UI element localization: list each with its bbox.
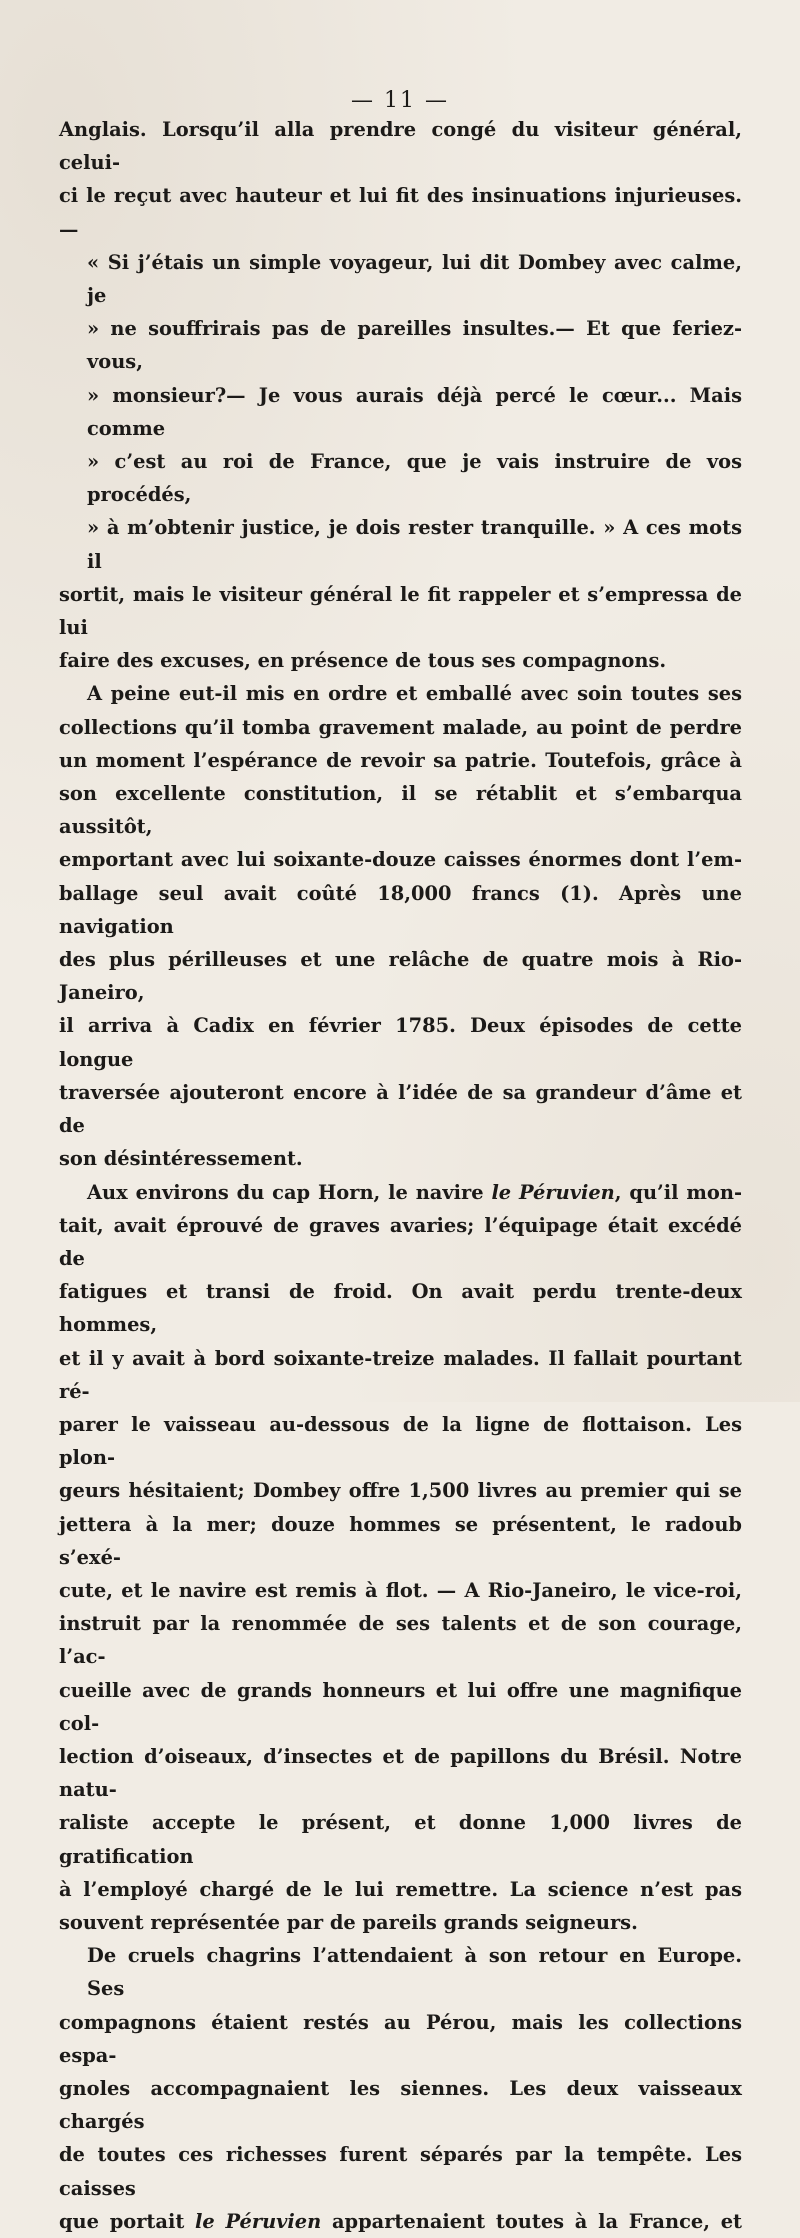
text-line: faire des excuses, en présence de tous ses compagnons.	[59, 649, 667, 673]
text-line: et il y avait à bord soixante-treize malades. Il fallait pourtant ré-	[59, 1346, 742, 1403]
text-line: que portait le Péruvien appartenaient toutes à la France, et	[59, 2209, 742, 2233]
text-line: De cruels chagrins l’attendaient à son retour en Europe. Ses	[87, 1944, 742, 2001]
text-line: » c’est au roi de France, que je vais instruire de vos procédés,	[87, 450, 742, 507]
text-line: cueille avec de grands honneurs et lui offre une magnifique col-	[59, 1678, 742, 1735]
text-line: Anglais. Lorsqu’il alla prendre congé du visiteur général, celui-	[59, 118, 742, 175]
text-line: geurs hésitaient; Dombey offre 1,500 livres au premier qui se	[59, 1479, 742, 1503]
text-line: il arriva à Cadix en février 1785. Deux épisodes de cette longue	[59, 1014, 742, 1071]
text-line: « Si j’étais un simple voyageur, lui dit Dombey avec calme, je	[87, 250, 742, 308]
page-number: — 11 —	[351, 88, 449, 113]
text-line: compagnons étaient restés au Pérou, mais les collections espa-	[59, 2010, 742, 2067]
text-line: traversée ajouteront encore à l’idée de sa grandeur d’âme et de	[59, 1080, 742, 1138]
text-line: ballage seul avait coûté 18,000 francs (1). Après une navigation	[59, 881, 742, 938]
text-line: A peine eut-il mis en ordre et emballé avec soin toutes ses	[87, 682, 742, 706]
text-line: ci le reçut avec hauteur et lui fit des insinuations injurieuses.—	[59, 184, 742, 241]
text-line: raliste accepte le présent, et donne 1,000 livres de gratification	[59, 1811, 742, 1868]
text-line: » monsieur?— Je vous aurais déjà percé le cœur... Mais comme	[87, 383, 742, 440]
text-line: cute, et le navire est remis à flot. — A Rio-Janeiro, le vice-roi,	[59, 1578, 742, 1602]
text-line: emportant avec lui soixante-douze caisses énormes dont l’em-	[59, 848, 742, 872]
text-line: de toutes ces richesses furent séparés par la tempête. Les caisses	[59, 2143, 742, 2200]
text-line: des plus périlleuses et une relâche de quatre mois à Rio-Janeiro,	[59, 948, 742, 1005]
text-line: son excellente constitution, il se rétablit et s’embarqua aussitôt,	[59, 782, 742, 839]
body-text	[59, 113, 742, 2238]
text-line: sortit, mais le visiteur général le fit rappeler et s’empressa de lui	[59, 582, 742, 640]
text-line: instruit par la renommée de ses talents et de son courage, l’ac-	[59, 1612, 742, 1669]
text-line: » à m’obtenir justice, je dois rester tranquille. » A ces mots il	[87, 516, 742, 573]
text-line: à l’employé chargé de le lui remettre. La science n’est pas	[59, 1877, 742, 1901]
text-line: un moment l’espérance de revoir sa patrie. Toutefois, grâce à	[59, 748, 742, 772]
text-line: parer le vaisseau au-dessous de la ligne de flottaison. Les plon-	[59, 1412, 742, 1470]
text-line: son désintéressement.	[59, 1147, 303, 1171]
text-line: lection d’oiseaux, d’insectes et de papillons du Brésil. Notre natu-	[59, 1744, 742, 1802]
text-line: Aux environs du cap Horn, le navire le Péruvien, qu’il mon-	[87, 1180, 742, 1204]
text-line: collections qu’il tomba gravement malade, au point de perdre	[59, 715, 742, 739]
text-line: » ne souffrirais pas de pareilles insultes.— Et que feriez-vous,	[87, 317, 742, 374]
text-line: gnoles accompagnaient les siennes. Les deux vaisseaux chargés	[59, 2076, 742, 2134]
text-line: fatigues et transi de froid. On avait perdu trente-deux hommes,	[59, 1280, 742, 1337]
text-line: tait, avait éprouvé de graves avaries; l’équipage était excédé de	[59, 1213, 742, 1270]
text-line: jettera à la mer; douze hommes se présentent, le radoub s’exé-	[59, 1512, 742, 1569]
text-line: souvent représentée par de pareils grands seigneurs.	[59, 1910, 638, 1934]
